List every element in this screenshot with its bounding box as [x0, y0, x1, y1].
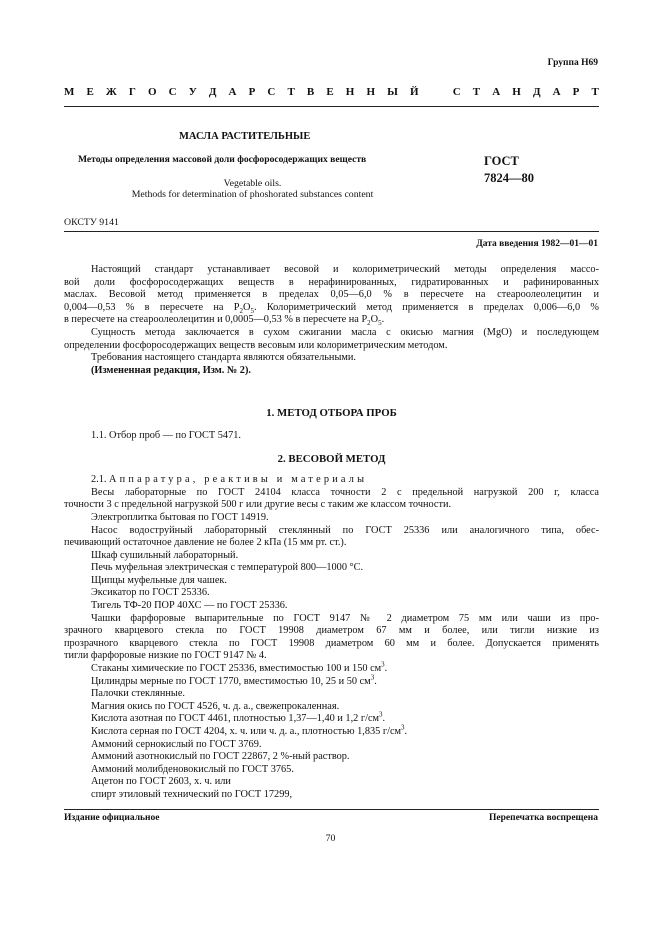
banner-letter: Д — [208, 86, 217, 98]
section2-title: 2. ВЕСОВОЙ МЕТОД — [277, 452, 386, 465]
document-subtitle: Методы определения массовой доли фосфоросодержащих веществ — [78, 154, 367, 165]
item-dishes-line1: Чашки фарфоровые выпарительные по ГОСТ 9147 № 2 диаметром 75 мм или чаши из про- — [91, 612, 599, 624]
banner-letter: Г — [128, 86, 136, 98]
footer-rule — [64, 809, 599, 810]
banner-letter: Т — [591, 86, 599, 98]
section2-subheading: 2.1. Аппаратура, реактивы и материалы — [91, 474, 368, 486]
item-scales-line2: точности 3 с предельной нагрузкой 500 г или другие весы с таким же классом точности. — [64, 499, 452, 511]
banner-letter: Н — [345, 86, 355, 98]
item-dishes-line3: прозрачного кварцевого стекла по ГОСТ 19908 диаметром 60 мм и более. Допускается применять — [64, 637, 599, 649]
item-tongs: Щипцы муфельные для чашек. — [91, 574, 227, 586]
item-dishes-line4: тигли фарфоровые низкие по ГОСТ 9147 № 4. — [64, 650, 267, 662]
item-ethanol: спирт этиловый технический по ГОСТ 17299, — [91, 788, 293, 800]
banner-letter: Й — [410, 86, 419, 98]
item-muffle-furnace: Печь муфельная электрическая с температурой 800—1000 °С. — [91, 562, 364, 574]
banner-letter: О — [148, 86, 157, 98]
item-sulfuric-acid: Кислота серная по ГОСТ 4204, х. ч. или ч. д. а., плотностью 1,835 $г/см^3$. — [91, 723, 408, 737]
banner-letter: Р — [572, 86, 580, 98]
item-ammonium-molybdate: Аммоний молибденовокислый по ГОСТ 3765. — [91, 763, 294, 775]
item-ammonium-nitrate: Аммоний азотнокислый по ГОСТ 22867, 2 %-ный раствор. — [91, 751, 350, 763]
intro-p2-line2: определении фосфоросодержащих веществ весовым или колориметрическим методом. — [64, 339, 448, 351]
item-acetone: Ацетон по ГОСТ 2603, х. ч. или — [91, 776, 231, 788]
item-glass-rods: Палочки стеклянные. — [91, 688, 185, 700]
subtitle-english: Methods for determination of phoshorated substances content — [131, 189, 374, 200]
standard-banner — [64, 86, 599, 99]
item-nitric-acid: Кислота азотная по ГОСТ 4461, плотностью 1,37—1,40 и 1,2 $г/см^3$. — [91, 710, 386, 725]
reprint-prohibited-note: Перепечатка воспрещена — [488, 813, 598, 823]
item-crucible: Тигель ТФ-20 ПОР 40ХС — по ГОСТ 25336. — [91, 600, 288, 612]
item-magnesium-oxide: Магния окись по ГОСТ 4526, ч. д. а., свежепрокаленная. — [91, 700, 340, 712]
intro-p1-line2: вой доли фосфоросодержащих веществ в нерафинированных, гидратированных и рафинированных — [64, 276, 599, 288]
banner-letter: А — [228, 86, 237, 98]
document-body — [64, 264, 599, 802]
banner-letter: Р — [248, 86, 256, 98]
intro-p1-line4: 0,004—0,53 % в пересчете на $P_2O_5$. Колориметрический метод применяется в пределах 0,006—6,0 % — [64, 301, 599, 315]
intro-p1-line3: маслах. Весовой метод применяется в пределах 0,05—6,0 % в пересчете на стеароолеолецитин и — [64, 289, 599, 301]
section1-item: 1.1. Отбор проб — по ГОСТ 5471. — [91, 429, 241, 441]
item-cylinders: Цилиндры мерные по ГОСТ 1770, вместимостью 10, 25 и 50 $см^3$. — [91, 673, 377, 687]
page-number: 70 — [325, 833, 336, 844]
banner-letter: Н — [512, 86, 521, 98]
banner-letter: С — [267, 86, 276, 98]
item-drying-cabinet: Шкаф сушильный лабораторный. — [91, 549, 239, 561]
intro-amendment: (Измененная редакция, Изм. № 2). — [91, 364, 251, 376]
banner-letter: М — [64, 86, 75, 98]
official-edition-note: Издание официальное — [64, 813, 160, 823]
banner-letter: Д — [532, 86, 541, 98]
gost-number: 7824—80 — [484, 171, 534, 185]
effective-date: Дата введения 1982—01—01 — [476, 239, 598, 249]
item-pump-line1: Насос водоструйный лабораторный стеклянный по ГОСТ 25336 или аналогичного типа, обес- — [91, 524, 599, 536]
header-rule — [64, 231, 599, 232]
banner-letter: С — [168, 86, 177, 98]
item-hotplate: Электроплитка бытовая по ГОСТ 14919. — [91, 511, 269, 523]
banner-letter: У — [188, 86, 197, 98]
intro-p3: Требования настоящего стандарта являются обязательными. — [91, 352, 356, 364]
banner-letter: А — [492, 86, 501, 98]
intro-p2-line1: Сущность метода заключается в сухом сжигании масла с окисью магния (MgO) и последующем — [91, 326, 599, 338]
banner-letter: Ж — [105, 86, 117, 98]
banner-letter: А — [552, 86, 561, 98]
banner-rule — [64, 106, 599, 107]
banner-letter: В — [306, 86, 315, 98]
banner-letter — [431, 86, 441, 99]
document-title: МАСЛА РАСТИТЕЛЬНЫЕ — [179, 131, 311, 142]
item-ammonium-sulfate: Аммоний сернокислый по ГОСТ 3769. — [91, 738, 262, 750]
item-desiccator: Эксикатор по ГОСТ 25336. — [91, 587, 210, 599]
banner-letter: Е — [326, 86, 334, 98]
banner-letter: Ы — [387, 86, 398, 98]
oksty-code: ОКСТУ 9141 — [64, 217, 119, 228]
intro-p1-line1: Настоящий стандарт устанавливает весовой и колориметрический методы определения массо- — [91, 264, 599, 275]
banner-letter: Е — [86, 86, 94, 98]
banner-letter: Т — [472, 86, 481, 98]
banner-letter: С — [452, 86, 461, 98]
banner-letter: Т — [287, 86, 295, 98]
gost-label: ГОСТ — [484, 154, 519, 168]
item-pump-line2: печивающий остаточное давление не более 2 кПа (15 мм рт. ст.). — [64, 537, 347, 549]
item-scales-line1: Весы лабораторные по ГОСТ 24104 класса точности 2 с предельной нагрузкой 200 г, класса — [91, 486, 599, 498]
group-code: Группа Н69 — [547, 58, 598, 68]
intro-p1-line5: в пересчете на стеароолеолецитин и 0,0005—0,53 % в пересчете на $P_2O_5$. — [64, 314, 385, 328]
item-beakers: Стаканы химические по ГОСТ 25336, вместимостью 100 и 150 $см^3$. — [91, 660, 388, 675]
section1-title: 1. МЕТОД ОТБОРА ПРОБ — [266, 407, 397, 420]
item-dishes-line2: зрачного кварцевого стекла по ГОСТ 19908 диаметром 67 мм и более, или тигли низкие из — [64, 625, 599, 637]
title-english: Vegetable oils. — [223, 178, 282, 189]
banner-letter: Н — [366, 86, 375, 98]
